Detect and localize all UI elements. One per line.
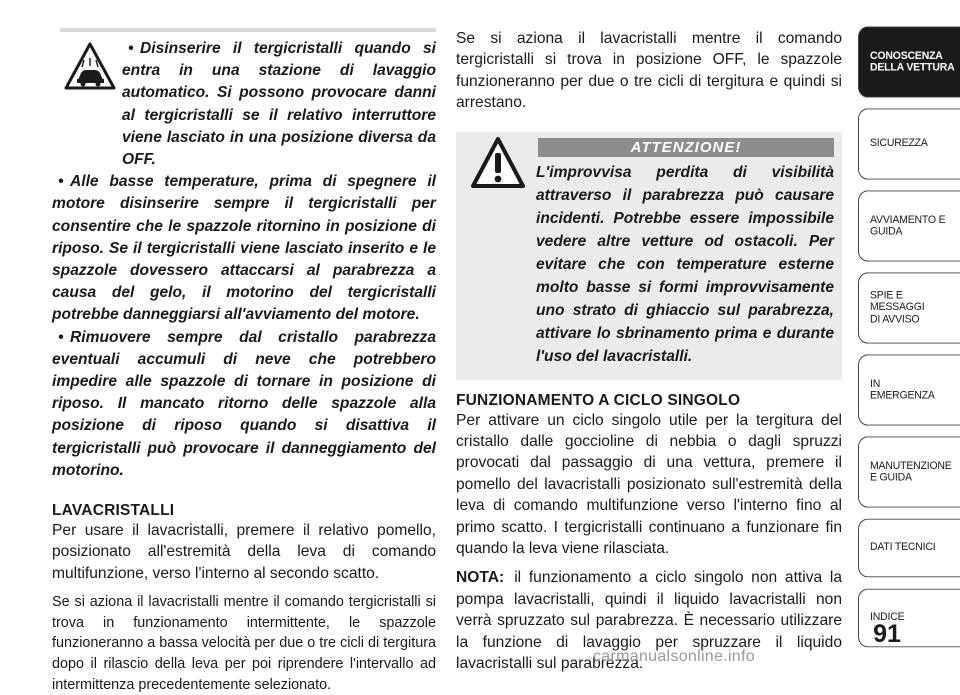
attention-title: ATTENZIONE! [538,138,834,157]
tab-dati-tecnici[interactable]: DATI TECNICI [858,519,960,578]
warning-item: • Disinserire il tergicristalli quando si entra in una stazione di lavaggio automatico. Si possono provocare danni al tergicristalli se il relativo interruttore viene lasciato in una posizione diversa da OFF. [122,40,436,169]
left-column [52,28,436,695]
ciclo-singolo-heading: FUNZIONAMENTO A CICLO SINGOLO [456,391,741,409]
warning-text [52,38,436,482]
tab-manutenzione[interactable]: MANUTENZIONE E GUIDA [858,436,960,507]
bullet-icon: • [128,40,134,57]
watermark: carmanualsonline.info [593,648,755,665]
tab-avviamento-guida[interactable]: AVVIAMENTO E GUIDA [858,190,960,261]
lavacristalli-para-2: Se si aziona il lavacristalli mentre il comando tergicristalli si trova in funzionamento intermittente, le spazzole funzioneranno a bassa velocità per due o tre cicli di tergitura dopo il rilascio della leva per poi riprendere l'intervallo ad intermittenza precedentemente selezionato. [52,594,436,693]
nota-label: NOTA: [456,569,505,587]
tab-sicurezza[interactable]: SICUREZZA [858,108,960,179]
lavacristalli-para-1: Per usare il lavacristalli, premere il relativo pomello, posizionato all'estremità della leva di comando multifunzione, verso l'interno al secondo scatto. [52,522,436,582]
attention-box [456,132,842,380]
tab-indice[interactable]: INDICE [858,589,960,648]
intro-paragraph: Se si aziona il lavacristalli mentre il comando tergicristalli si trova in posizione OFF, le spazzole funzioneranno per due o tre cicli di tergitura e quindi si arrestano. [456,30,842,112]
car-wash-warning-icon [64,42,116,90]
bullet-icon: • [58,328,64,346]
ciclo-singolo-para: Per attivare un ciclo singolo utile per la tergitura del cristallo dalle goccioline di nebbia o dagli spruzzi provocati dal passaggio di una vettura, premere il pomello del lavacristalli posizionato sull'estremità della leva di comando multifunzione verso l'interno fino al primo scatto. I tergicristalli continuano a funzionare fin quando la leva viene rilasciata. [456,411,842,558]
attention-text: L'improvvisa perdita di visibilità attraverso il parabrezza può causare incidenti. Potrebbe essere impossibile vedere altre vetture od ostacoli. Per evitare che con temperature esterne molto basse si formi improvvisamente uno strato di ghiaccio sul parabrezza, attivare lo sbrinamento prima e durante l'uso del lavacristalli. [536,163,834,365]
warning-top-rule [60,28,436,32]
tab-emergenza[interactable]: IN EMERGENZA [858,354,960,425]
middle-column [456,28,842,675]
tab-conoscenza-vettura[interactable]: CONOSCENZA DELLA VETTURA [858,26,960,97]
warning-item: • Rimuovere sempre dal cristallo parabrezza eventuali accumuli di neve che potrebbero impedire alle spazzole di tornare in posizione di riposo. Il mancato ritorno delle spazzole alla posizione di riposo quando si disattiva il tergicristalli può provocare il danneggiamento del motorino. [52,328,436,479]
warning-box [52,28,436,482]
lavacristalli-heading: LAVACRISTALLI [52,502,175,520]
bullet-icon: • [58,173,64,191]
page-number: 91 [873,620,901,648]
warning-triangle-icon [470,136,526,190]
tab-spie-messaggi[interactable]: SPIE E MESSAGGI DI AVVISO [858,272,960,343]
chapter-sidebar [858,28,960,660]
warning-item: • Alle basse temperature, prima di spegnere il motore disinserire sempre il tergicristalli per consentire che le spazzole ritornino in posizione di riposo. Se il tergicristalli viene lasciato inserito e le spazzole dovessero attaccarsi al parabrezza a causa del gelo, il motorino del tergicristalli potrebbe danneggiarsi all'avviamento del motore. [52,173,436,324]
nota-text: il funzionamento a ciclo singolo non attiva la pompa lavacristalli, quindi il liquido lavacristalli non verrà spruzzato sul parabrezza. È necessario utilizzare la funzione di lavaggio per spruzzare il liquido lavacristalli sul parabrezza. [456,569,842,673]
